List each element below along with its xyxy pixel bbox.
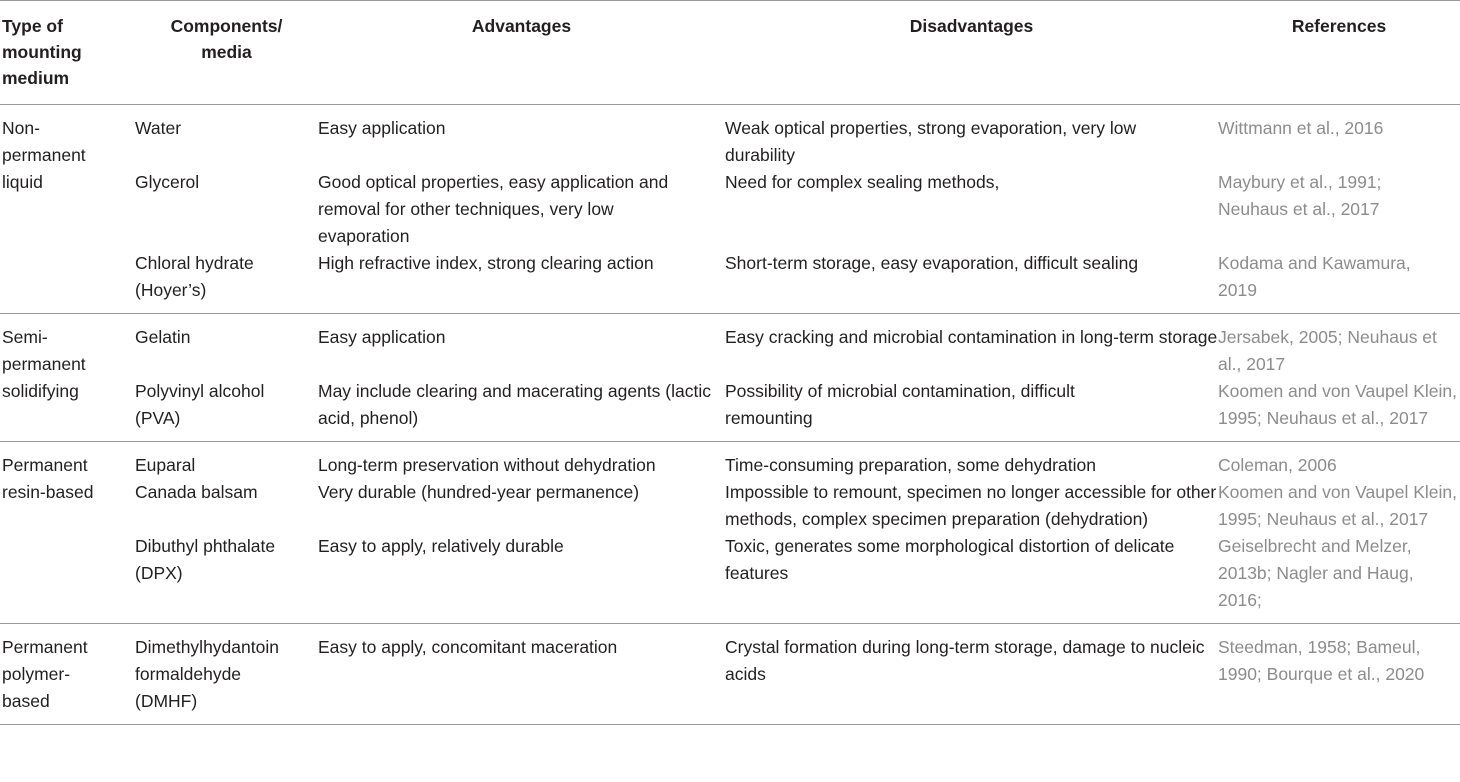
component-cell: Glycerol bbox=[135, 172, 200, 192]
table-row bbox=[0, 378, 1460, 442]
references-cell: Koomen and von Vaupel Klein, 1995; Neuhaus et al., 2017 bbox=[1218, 482, 1458, 529]
component-cell: Euparal bbox=[135, 455, 196, 475]
references-cell: Steedman, 1958; Bameul, 1990; Bourque et al., 2020 bbox=[1218, 624, 1460, 725]
disadvantages-cell: Possibility of microbial contamination, difficult remounting bbox=[725, 378, 1218, 442]
component-cell: Gelatin bbox=[135, 327, 191, 347]
component-cell: Chloral hydrate (Hoyer’s) bbox=[135, 250, 318, 314]
disadvantages-cell: Short-term storage, easy evaporation, difficult sealing bbox=[725, 250, 1218, 314]
table-row bbox=[0, 169, 1460, 250]
table-row bbox=[0, 105, 1460, 170]
table-row bbox=[0, 624, 1460, 725]
disadvantages-cell: Time-consuming preparation, some dehydration bbox=[725, 455, 1096, 475]
disadvantages-cell: Easy cracking and microbial contamination in long-term storage bbox=[725, 327, 1218, 347]
references-cell: Kodama and Kawamura, 2019 bbox=[1218, 250, 1460, 314]
table-body bbox=[0, 105, 1460, 725]
references-cell: Maybury et al., 1991; Neuhaus et al., 2017 bbox=[1218, 172, 1382, 219]
advantages-cell: Long-term preservation without dehydration bbox=[318, 455, 656, 475]
table-row bbox=[0, 533, 1460, 624]
header-type: Type of mounting medium bbox=[0, 1, 135, 105]
references-cell: Wittmann et al., 2016 bbox=[1218, 118, 1384, 138]
advantages-cell: Easy application bbox=[318, 327, 446, 347]
group-type-cell: Semi- permanent solidifying bbox=[0, 314, 135, 442]
advantages-cell: Easy to apply, relatively durable bbox=[318, 533, 725, 624]
disadvantages-cell: Crystal formation during long-term storage, damage to nucleic acids bbox=[725, 624, 1218, 725]
component-cell: Polyvinyl alcohol (PVA) bbox=[135, 378, 318, 442]
component-cell: Dimethylhydantoin formaldehyde (DMHF) bbox=[135, 624, 318, 725]
advantages-cell: Easy to apply, concomitant maceration bbox=[318, 624, 725, 725]
header-advantages: Advantages bbox=[318, 1, 725, 105]
references-cell: Geiselbrecht and Melzer, 2013b; Nagler and Haug, 2016; bbox=[1218, 533, 1460, 624]
advantages-cell: Easy application bbox=[318, 118, 446, 138]
header-components: Components/ media bbox=[135, 1, 318, 105]
disadvantages-cell: Toxic, generates some morphological distortion of delicate features bbox=[725, 533, 1218, 624]
header-disadvantages: Disadvantages bbox=[725, 1, 1218, 105]
table-row bbox=[0, 479, 1460, 533]
group-type-cell: Non- permanent liquid bbox=[0, 105, 135, 314]
advantages-cell: Very durable (hundred-year permanence) bbox=[318, 482, 640, 502]
group-type-cell: Permanent resin-based bbox=[0, 442, 135, 624]
disadvantages-cell: Weak optical properties, strong evaporation, very low durability bbox=[725, 118, 1137, 165]
table-row bbox=[0, 314, 1460, 379]
group-type-cell: Permanent polymer- based bbox=[0, 624, 135, 725]
table-row bbox=[0, 250, 1460, 314]
header-references: References bbox=[1218, 1, 1460, 105]
disadvantages-cell: Need for complex sealing methods, bbox=[725, 172, 1000, 192]
table-header bbox=[0, 1, 1460, 105]
advantages-cell: Good optical properties, easy application and removal for other techniques, very low evaporation bbox=[318, 172, 669, 246]
advantages-cell: May include clearing and macerating agents (lactic acid, phenol) bbox=[318, 378, 725, 442]
references-cell: Koomen and von Vaupel Klein, 1995; Neuhaus et al., 2017 bbox=[1218, 378, 1460, 442]
references-cell: Coleman, 2006 bbox=[1218, 455, 1337, 475]
disadvantages-cell: Impossible to remount, specimen no longer accessible for other methods, complex specimen preparation (dehydration) bbox=[725, 482, 1217, 529]
references-cell: Jersabek, 2005; Neuhaus et al., 2017 bbox=[1218, 327, 1437, 374]
table-row bbox=[0, 442, 1460, 480]
component-cell: Water bbox=[135, 118, 182, 138]
advantages-cell: High refractive index, strong clearing action bbox=[318, 250, 725, 314]
component-cell: Dibuthyl phthalate (DPX) bbox=[135, 533, 318, 624]
component-cell: Canada balsam bbox=[135, 482, 258, 502]
